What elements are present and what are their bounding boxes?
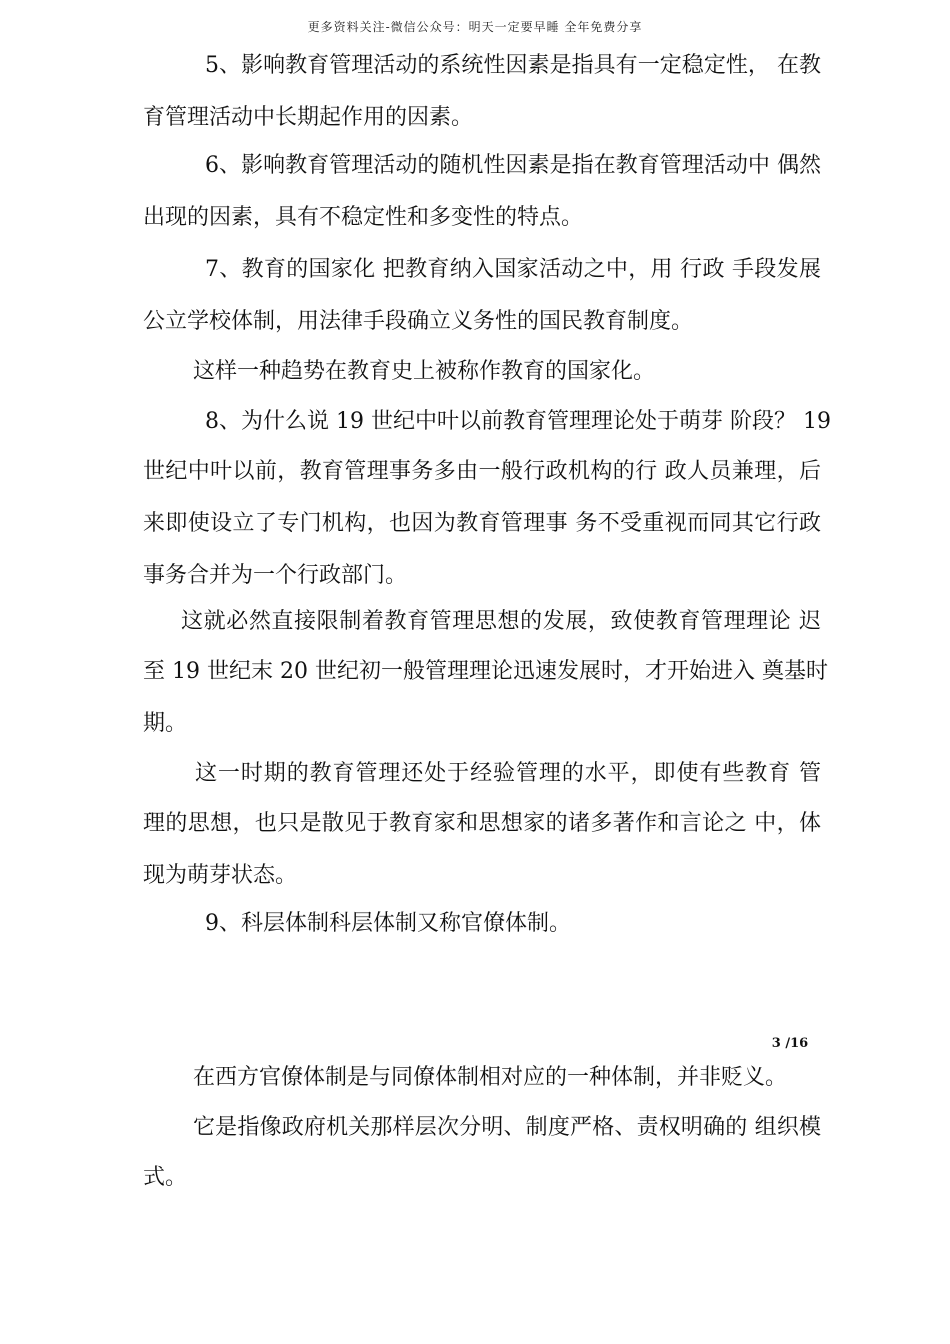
paragraph-5-cont bbox=[143, 92, 821, 144]
text-line: 期。 bbox=[143, 711, 188, 736]
text-line: 这样一种趋势在教育史上被称作教育的国家化。 bbox=[193, 359, 656, 384]
text-line: 公立学校体制，用法律手段确立义务性的国民教育制度。 bbox=[143, 309, 694, 334]
paragraph-nationalization bbox=[143, 346, 821, 398]
text-line: 现为萌芽状态。 bbox=[143, 863, 298, 888]
page-header: 更多资料关注-微信公众号：明天一定要早睡 全年免费分享 bbox=[307, 20, 643, 34]
paragraph-definition-cont bbox=[143, 1152, 821, 1204]
text-line: 至 19 世纪末 20 世纪初一般管理理论迅速发展时，才开始进入 奠基时 bbox=[143, 659, 828, 684]
text-line: 育管理活动中长期起作用的因素。 bbox=[143, 105, 474, 130]
paragraph-6 bbox=[143, 140, 821, 192]
paragraph-5 bbox=[143, 40, 821, 92]
paragraph-limitation-cont bbox=[143, 646, 828, 750]
text-line: 事务合并为一个行政部门。 bbox=[143, 563, 408, 588]
paragraph-7 bbox=[143, 244, 821, 296]
text-line: 在西方官僚体制是与同僚体制相对应的一种体制，并非贬义。 bbox=[193, 1065, 788, 1090]
paragraph-period-cont bbox=[143, 798, 821, 902]
page-number: 3 /16 bbox=[771, 1036, 809, 1051]
paragraph-9 bbox=[143, 898, 821, 950]
paragraph-7-cont bbox=[143, 296, 821, 348]
text-line: 5、影响教育管理活动的系统性因素是指具有一定稳定性， 在教 bbox=[205, 53, 821, 78]
text-line: 这就必然直接限制着教育管理思想的发展，致使教育管理理论 迟 bbox=[181, 609, 821, 634]
text-line: 它是指像政府机关那样层次分明、制度严格、责权明确的 组织模 bbox=[193, 1115, 821, 1140]
text-line: 这一时期的教育管理还处于经验管理的水平，即使有些教育 管 bbox=[195, 761, 821, 786]
text-line: 世纪中叶以前，教育管理事务多由一般行政机构的行 政人员兼理，后 bbox=[143, 459, 821, 484]
paragraph-6-cont bbox=[143, 192, 821, 244]
paragraph-bureaucracy bbox=[143, 1052, 821, 1104]
text-line: 来即使设立了专门机构，也因为教育管理事 务不受重视而同其它行政 bbox=[143, 511, 821, 536]
text-line: 理的思想，也只是散见于教育家和思想家的诸多著作和言论之 中，体 bbox=[143, 811, 821, 836]
text-line: 出现的因素，具有不稳定性和多变性的特点。 bbox=[143, 205, 584, 230]
paragraph-8-cont bbox=[143, 446, 821, 602]
paragraph-period bbox=[143, 748, 821, 800]
paragraph-definition bbox=[143, 1102, 821, 1154]
paragraph-limitation bbox=[143, 596, 821, 648]
paragraph-8 bbox=[143, 396, 831, 448]
text-line: 式。 bbox=[143, 1165, 188, 1190]
text-line: 7、教育的国家化 把教育纳入国家活动之中，用 行政 手段发展 bbox=[205, 257, 821, 282]
text-line: 9、科层体制科层体制又称官僚体制。 bbox=[205, 911, 571, 936]
text-line: 8、为什么说 19 世纪中叶以前教育管理理论处于萌芽 阶段？ 19 bbox=[205, 409, 831, 434]
text-line: 6、影响教育管理活动的随机性因素是指在教育管理活动中 偶然 bbox=[205, 153, 821, 178]
